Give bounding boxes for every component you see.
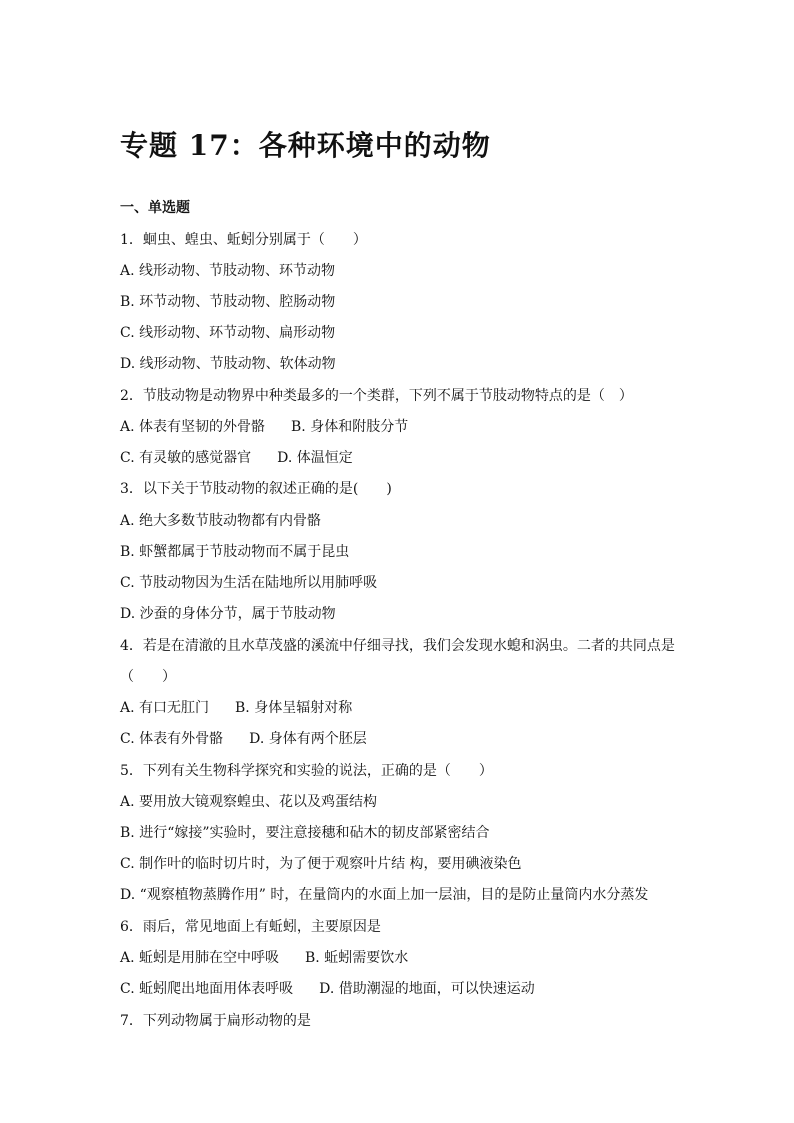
question-4-option-c: C. 体表有外骨骼: [120, 731, 224, 747]
question-3-option-b: B. 虾蟹都属于节肢动物而不属于昆虫: [120, 544, 350, 560]
question-2-option-a: A. 体表有坚韧的外骨骼: [120, 419, 266, 435]
question-4-option-b: B. 身体呈辐射对称: [235, 700, 353, 716]
question-5-option-b: B. 进行“嫁接”实验时，要注意接穗和砧木的韧皮部紧密结合: [120, 825, 490, 841]
question-3-option-d: D. 沙蚕的身体分节，属于节肢动物: [120, 606, 336, 622]
question-6-options-row-2: [120, 978, 535, 998]
question-1-option-b: B. 环节动物、节肢动物、腔肠动物: [120, 294, 336, 310]
question-7-stem: 7．下列动物属于扁形动物的是: [120, 1013, 311, 1029]
question-2-option-c: C. 有灵敏的感觉器官: [120, 450, 252, 466]
question-5-option-d: D. “观察植物蒸腾作用” 时，在量筒内的水面上加一层油，目的是防止量筒内水分蒸发: [120, 887, 649, 903]
page-title: 专题 17：各种环境中的动物: [120, 129, 491, 162]
question-5-option-c: C. 制作叶的临时切片时，为了便于观察叶片结 构，要用碘液染色: [120, 856, 522, 872]
question-6-option-d: D. 借助潮湿的地面，可以快速运动: [319, 981, 535, 997]
question-6-stem: 6．雨后，常见地面上有蚯蚓，主要原因是: [120, 919, 381, 935]
question-6-option-b: B. 蚯蚓需要饮水: [305, 950, 409, 966]
question-1-stem: 1．蛔虫、蝗虫、蚯蚓分别属于（ ）: [120, 232, 367, 248]
question-4-stem: 4．若是在清澈的且水草茂盛的溪流中仔细寻找，我们会发现水螅和涡虫。二者的共同点是: [120, 638, 675, 654]
question-5-stem: 5．下列有关生物科学探究和实验的说法，正确的是（ ）: [120, 763, 493, 779]
question-2-options-row-2: [120, 447, 353, 467]
question-2-stem: 2．节肢动物是动物界中种类最多的一个类群，下列不属于节肢动物特点的是（ ）: [120, 388, 633, 404]
question-4-option-d: D. 身体有两个胚层: [249, 731, 367, 747]
question-3-stem: 3．以下关于节肢动物的叙述正确的是( ): [120, 481, 392, 497]
question-2-option-b: B. 身体和附肢分节: [291, 419, 409, 435]
question-3-option-a: A. 绝大多数节肢动物都有内骨骼: [120, 513, 322, 529]
question-2-option-d: D. 体温恒定: [277, 450, 353, 466]
question-6-options-row-1: [120, 947, 408, 967]
question-1-option-a: A. 线形动物、节肢动物、环节动物: [120, 263, 336, 279]
question-1-option-c: C. 线形动物、环节动物、扁形动物: [120, 325, 336, 341]
question-4-option-a: A. 有口无肛门: [120, 700, 210, 716]
question-4-options-row-1: [120, 697, 352, 717]
question-4-options-row-2: [120, 728, 367, 748]
question-5-option-a: A. 要用放大镜观察蝗虫、花以及鸡蛋结构: [120, 794, 378, 810]
question-3-option-c: C. 节肢动物因为生活在陆地所以用肺呼吸: [120, 575, 378, 591]
section-heading: 一、单选题: [120, 200, 190, 216]
question-1-option-d: D. 线形动物、节肢动物、软体动物: [120, 356, 336, 372]
question-6-option-c: C. 蚯蚓爬出地面用体表呼吸: [120, 981, 294, 997]
question-6-option-a: A. 蚯蚓是用肺在空中呼吸: [120, 950, 280, 966]
question-2-options-row-1: [120, 416, 408, 436]
question-4-stem-continued: （ ）: [120, 669, 176, 685]
